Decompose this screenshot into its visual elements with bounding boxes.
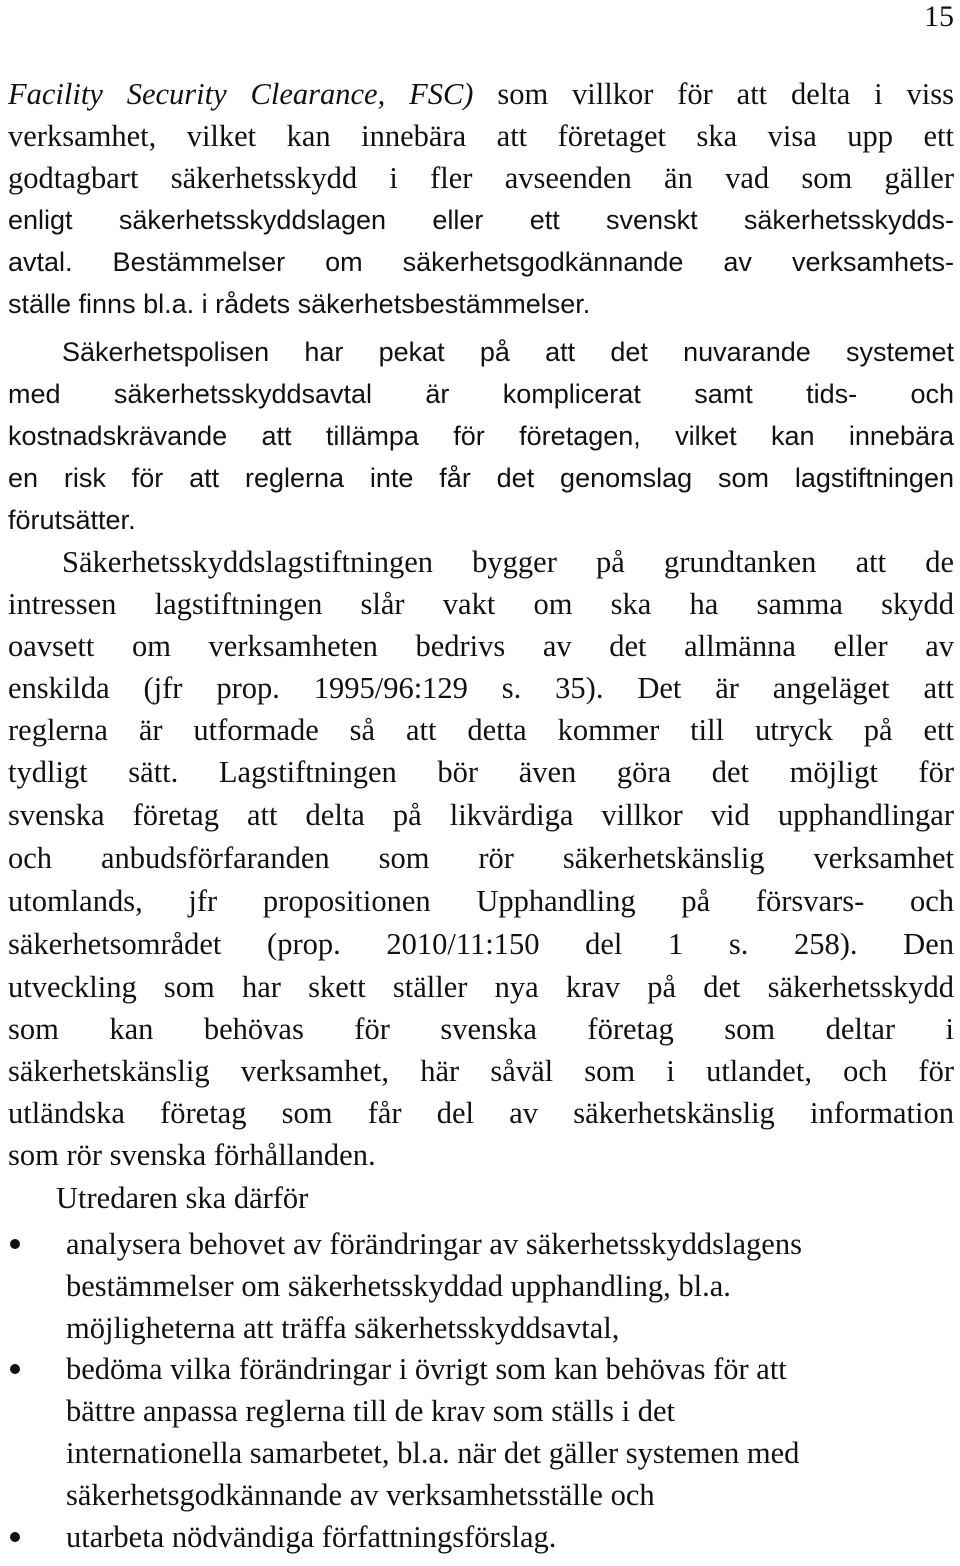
text-line: säkerhetskänslig verksamhet, här såväl som i utlandet, och för [8,1054,954,1088]
text-line: som kan behövas för svenska företag som deltar i [8,1012,954,1046]
text-line: enskilda (jfr prop. 1995/96:129 s. 35). Det är angeläget att [8,671,954,705]
text-line: bestämmelser om säkerhetsskyddad upphandling, bl.a. [66,1269,731,1303]
text-line: internationella samarbetet, bl.a. när det gäller systemen med [66,1436,800,1470]
text-line: tydligt sätt. Lagstiftningen bör även göra det möjligt för [8,755,954,789]
text-line: analysera behovet av förändringar av säkerhetsskyddslagens [66,1227,802,1261]
text-line: utomlands, jfr propositionen Upphandling på försvars- och [8,884,954,918]
text-line: möjligheterna att träffa säkerhetsskyddsavtal, [66,1311,620,1345]
text-span: som villkor för att delta i viss [473,77,954,111]
text-line: oavsett om verksamheten bedrivs av det allmänna eller av [8,629,954,663]
text-line: utveckling som har skett ställer nya krav på det säkerhetsskydd [8,970,954,1004]
text-line: enligt säkerhetsskyddslagen eller ett svenskt säkerhetsskydds- [8,205,954,235]
text-line: verksamhet, vilket kan innebära att företaget ska visa upp ett [8,119,954,153]
text-line: utarbeta nödvändiga författningsförslag. [66,1520,557,1554]
text-line: säkerhetsområdet (prop. 2010/11:150 del 1 s. 258). Den [8,927,954,961]
bullet-icon [10,1364,20,1374]
text-line: bedöma vilka förändringar i övrigt som kan behövas för att [66,1352,787,1386]
page-number: 15 [924,0,954,33]
text-line: intressen lagstiftningen slår vakt om ska ha samma skydd [8,587,954,621]
text-line: bättre anpassa reglerna till de krav som ställs i det [66,1394,675,1428]
text-line: avtal. Bestämmelser om säkerhetsgodkännande av verksamhets- [8,247,954,277]
text-line: kostnadskrävande att tillämpa för företagen, vilket kan innebära [8,421,954,451]
intro-line: Utredaren ska därför [56,1181,309,1215]
text-line: en risk för att reglerna inte får det genomslag som lagstiftningen [8,463,954,493]
text-line: Säkerhetsskyddslagstiftningen bygger på grundtanken att de [62,545,954,579]
text-line: svenska företag att delta på likvärdiga villkor vid upphandlingar [8,798,954,832]
bullet-icon [10,1532,20,1542]
text-line: och anbudsförfaranden som rör säkerhetskänslig verksamhet [8,841,954,875]
text-line: reglerna är utformade så att detta kommer till utryck på ett [8,713,954,747]
text-line [8,76,954,112]
bullet-icon [10,1239,20,1249]
text-line: med säkerhetsskyddsavtal är komplicerat samt tids- och [8,379,954,409]
text-line: förutsätter. [8,505,136,535]
text-line: som rör svenska förhållanden. [8,1138,376,1172]
text-line: godtagbart säkerhetsskydd i fler avseenden än vad som gäller [8,161,954,195]
text-line: Säkerhetspolisen har pekat på att det nuvarande systemet [62,337,954,367]
text-line: utländska företag som får del av säkerhetskänslig information [8,1096,954,1130]
italic-term: Facility Security Clearance, FSC) [8,77,474,111]
text-line: säkerhetsgodkännande av verksamhetsställe och [66,1478,655,1512]
text-line: ställe finns bl.a. i rådets säkerhetsbestämmelser. [8,289,591,319]
